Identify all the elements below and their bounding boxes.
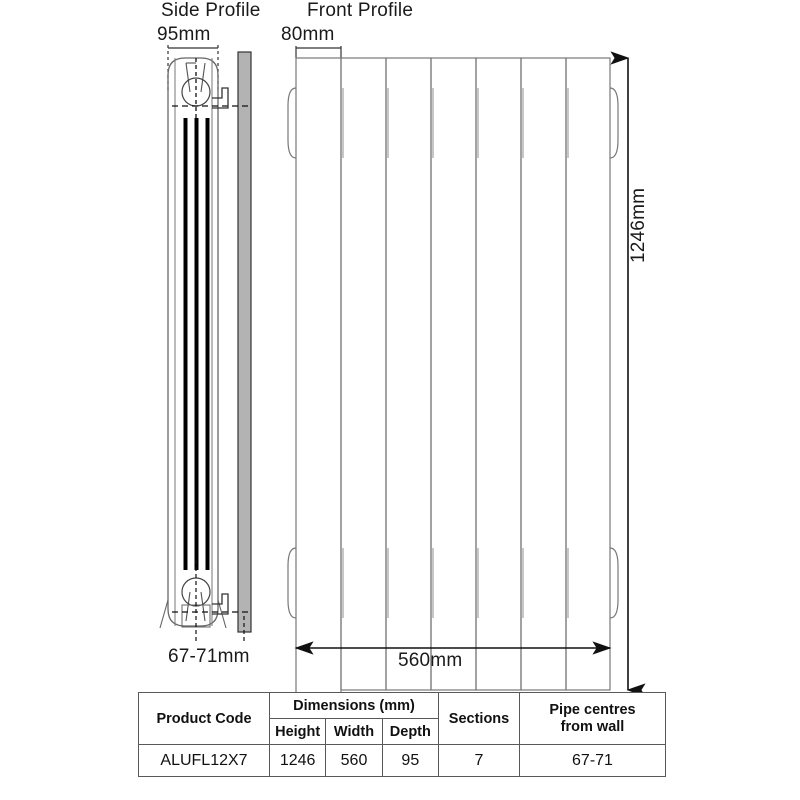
side-top-wall-bracket [212, 88, 228, 108]
front-section-panel [476, 58, 521, 690]
front-section-panel [566, 58, 610, 690]
front-section-panel [296, 58, 341, 744]
header-pipe-centres-line2: from wall [560, 718, 625, 735]
front-section-panel [521, 58, 566, 690]
side-fin-2 [195, 118, 199, 570]
front-left-end-cap [288, 88, 296, 158]
front-width-label: 560mm [398, 650, 463, 671]
side-profile-drawing [160, 45, 251, 642]
header-product-code: Product Code [139, 693, 270, 745]
cell-pipe-centres: 67-71 [520, 745, 666, 777]
side-depth-label: 95mm [157, 24, 211, 45]
cell-product-code: ALUFL12X7 [139, 745, 270, 777]
front-sections-group [296, 58, 610, 744]
side-fin-3 [206, 118, 210, 570]
side-bottom-wall-bracket [212, 594, 228, 614]
table-header-row-1 [139, 693, 666, 719]
header-dimensions-group: Dimensions (mm) [270, 693, 439, 719]
spec-table-wrap [138, 692, 666, 777]
front-section-width-label: 80mm [281, 24, 335, 45]
side-fin-1 [184, 118, 188, 570]
wall-strip [238, 52, 251, 632]
front-section-panel [386, 58, 431, 690]
front-section-joints [343, 88, 568, 618]
side-bottom-detail [160, 578, 251, 628]
front-section-panel [341, 58, 386, 690]
cell-height: 1246 [270, 745, 326, 777]
table-row [139, 745, 666, 777]
front-profile-title: Front Profile [307, 0, 414, 21]
header-pipe-centres [520, 693, 666, 745]
header-height: Height [270, 719, 326, 745]
cell-sections: 7 [439, 745, 520, 777]
cell-width: 560 [326, 745, 382, 777]
front-right-end-cap [610, 88, 618, 158]
front-profile-drawing [288, 46, 628, 744]
header-pipe-centres-line1: Pipe centres [549, 702, 636, 719]
front-left-end-cap-lower [288, 548, 296, 618]
spec-table [138, 692, 666, 777]
side-pipe-centres-dimension [196, 560, 244, 642]
front-section-panel [431, 58, 476, 690]
front-height-label: 1246mm [628, 187, 649, 263]
header-width: Width [326, 719, 382, 745]
side-pipe-centres-label: 67-71mm [168, 646, 250, 667]
cell-depth: 95 [382, 745, 438, 777]
header-depth: Depth [382, 719, 438, 745]
side-profile-title: Side Profile [161, 0, 261, 21]
header-sections: Sections [439, 693, 520, 745]
front-right-end-cap-lower [610, 548, 618, 618]
front-section-width-dimension [296, 46, 341, 58]
